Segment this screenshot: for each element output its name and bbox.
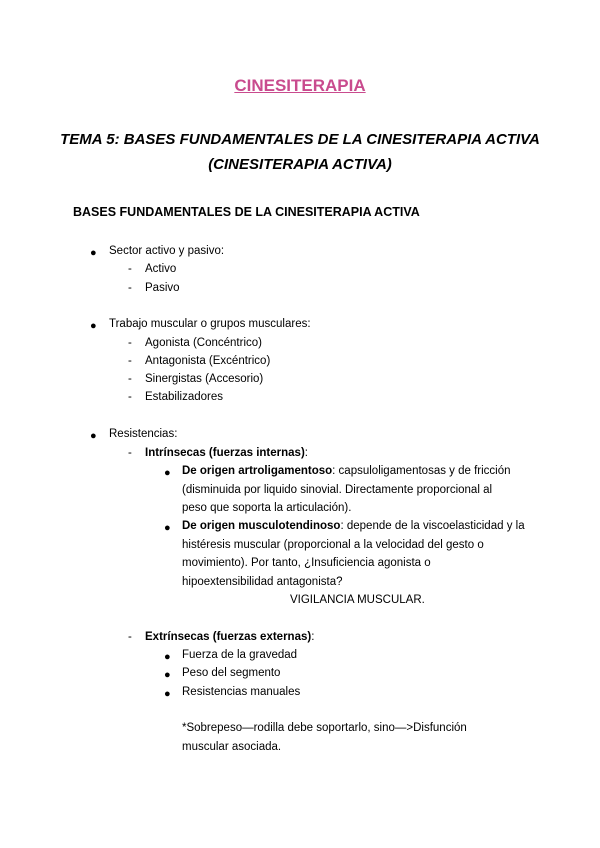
extrinsecas-item: Fuerza de la gravedad [182,649,298,661]
bullet-icon: ● [164,688,171,700]
bullet-icon: ● [164,467,171,479]
dash-icon: - [128,373,132,385]
extrinsecas-item: Resistencias manuales [182,686,301,698]
intrinsecas-heading: Intrínsecas (fuerzas internas): [145,447,308,459]
trabajo-item: Agonista (Concéntrico) [145,337,262,349]
dash-icon: - [128,447,132,459]
musculo-line-1: De origen musculotendinoso: depende de la viscoelasticidad y la [182,520,525,532]
trabajo-item: Estabilizadores [145,391,223,403]
musculo-line-4: hipoextensibilidad antagonista? [182,576,343,588]
bullet-icon: ● [164,522,171,534]
resistencias-label: Resistencias: [109,428,178,440]
dash-icon: - [128,391,132,403]
sector-item: Pasivo [145,282,180,294]
musculo-line-2: histéresis muscular (proporcional a la velocidad del gesto o [182,539,484,551]
sector-item: Activo [145,263,177,275]
dash-icon: - [128,355,132,367]
dash-icon: - [128,282,132,294]
trabajo-item: Sinergistas (Accesorio) [145,373,264,385]
section-heading: BASES FUNDAMENTALES DE LA CINESITERAPIA ACTIVA [73,205,420,219]
note-line-2: muscular asociada. [182,741,282,753]
vigilancia-muscular: VIGILANCIA MUSCULAR. [290,594,425,606]
note-line-1: *Sobrepeso—rodilla debe soportarlo, sino—>Disfunción [182,722,467,734]
bullet-icon: ● [90,247,97,259]
extrinsecas-item: Peso del segmento [182,667,281,679]
subtitle-line-2: (CINESITERAPIA ACTIVA) [208,156,392,173]
artro-line-2: (disminuida por liquido sinovial. Directamente proporcional al [182,484,493,496]
dash-icon: - [128,631,132,643]
bullet-icon: ● [90,320,97,332]
dash-icon: - [128,263,132,275]
bullet-icon: ● [164,669,171,681]
artro-line-3: peso que soporta la articulación). [182,502,352,514]
bullet-icon: ● [90,430,97,442]
trabajo-label: Trabajo muscular o grupos musculares: [109,318,311,330]
trabajo-item: Antagonista (Excéntrico) [145,355,271,367]
musculo-line-3: movimiento). Por tanto, ¿Insuficiencia agonista o [182,557,431,569]
bullet-icon: ● [164,651,171,663]
page-title: CINESITERAPIA [234,76,366,95]
artro-line-1: De origen artroligamentoso: capsuloligamentosas y de fricción [182,465,511,477]
sector-label: Sector activo y pasivo: [109,245,225,257]
extrinsecas-heading: Extrínsecas (fuerzas externas): [145,631,315,643]
subtitle-line-1: TEMA 5: BASES FUNDAMENTALES DE LA CINESITERAPIA ACTIVA [60,131,540,148]
dash-icon: - [128,337,132,349]
